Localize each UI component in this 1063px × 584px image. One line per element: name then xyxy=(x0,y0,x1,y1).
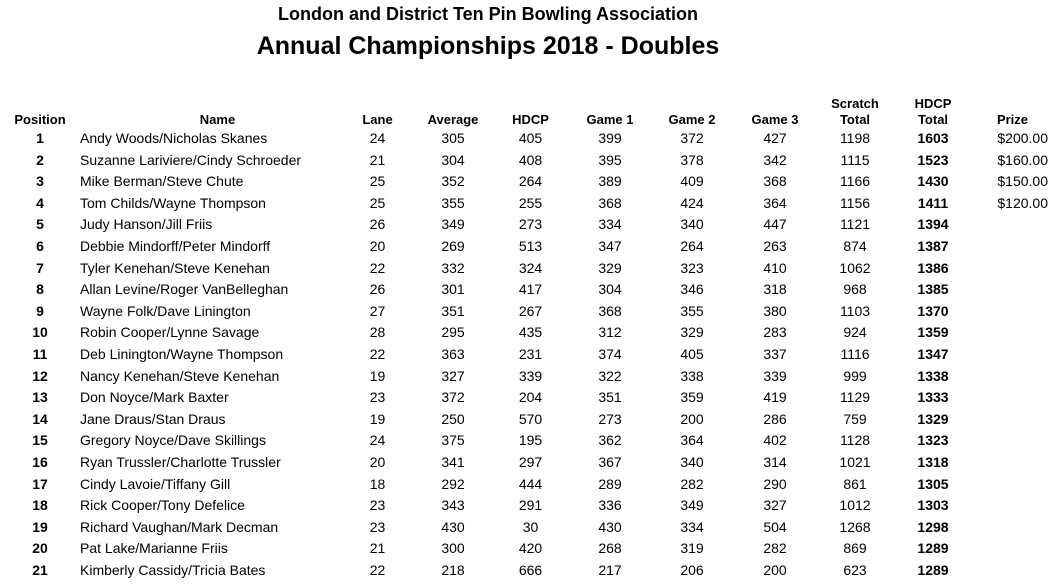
name-cell: Tyler Kenehan/Steve Kenehan xyxy=(80,259,270,276)
name-cell: Wayne Folk/Dave Linington xyxy=(80,302,251,319)
table-row xyxy=(0,322,1063,344)
game2-cell: 340 xyxy=(680,216,704,233)
scratch-total-cell: 1012 xyxy=(839,497,871,514)
game3-cell: 364 xyxy=(763,194,787,211)
column-header-game3: Game 3 xyxy=(751,112,799,127)
column-header-scratch-total-line1: Scratch xyxy=(831,96,879,111)
game3-cell: 283 xyxy=(763,324,787,341)
average-cell: 363 xyxy=(441,345,465,362)
table-row xyxy=(0,258,1063,280)
average-cell: 352 xyxy=(441,173,465,190)
position-cell: 5 xyxy=(36,216,44,233)
column-header-average: Average xyxy=(427,112,479,127)
position-cell: 10 xyxy=(32,324,48,341)
hdcp-cell: 30 xyxy=(522,518,539,535)
hdcp-cell: 339 xyxy=(518,367,543,384)
scratch-total-cell: 924 xyxy=(843,324,867,341)
hdcp-cell: 405 xyxy=(518,130,543,146)
average-cell: 304 xyxy=(441,151,465,168)
game1-cell: 268 xyxy=(598,540,622,557)
game3-cell: 410 xyxy=(763,259,787,276)
position-cell: 21 xyxy=(32,561,48,578)
position-cell: 11 xyxy=(32,345,48,362)
position-cell: 2 xyxy=(36,151,44,168)
hdcp-cell: 204 xyxy=(518,389,543,406)
hdcp-cell: 195 xyxy=(518,432,543,449)
column-header-hdcp-total xyxy=(893,96,973,128)
game2-cell: 264 xyxy=(680,237,704,254)
average-cell: 349 xyxy=(441,216,465,233)
scratch-total-cell: 861 xyxy=(843,475,867,492)
game2-cell: 424 xyxy=(680,194,704,211)
hdcp-cell: 264 xyxy=(518,173,543,190)
position-cell: 13 xyxy=(32,389,48,406)
name-cell: Gregory Noyce/Dave Skillings xyxy=(80,432,266,449)
hdcp-cell: 435 xyxy=(518,324,543,341)
lane-cell: 23 xyxy=(369,389,386,406)
game3-cell: 318 xyxy=(763,281,787,298)
game1-cell: 399 xyxy=(598,130,622,146)
prize-cell: $120.00 xyxy=(997,194,1048,211)
hdcp-total-cell: 1386 xyxy=(917,259,949,276)
hdcp-total-cell: 1305 xyxy=(917,475,949,492)
column-header-scratch-total-line2: Total xyxy=(839,112,871,127)
scratch-total-cell: 1115 xyxy=(840,151,870,168)
lane-cell: 20 xyxy=(369,237,386,254)
hdcp-total-cell: 1603 xyxy=(917,130,949,146)
game2-cell: 340 xyxy=(680,453,704,470)
scratch-total-cell: 1268 xyxy=(839,518,871,535)
position-cell: 14 xyxy=(32,410,48,427)
scratch-total-cell: 1166 xyxy=(839,173,871,190)
name-cell: Nancy Kenehan/Steve Kenehan xyxy=(80,367,280,384)
hdcp-total-cell: 1318 xyxy=(917,453,949,470)
game1-cell: 329 xyxy=(598,259,622,276)
scratch-total-cell: 1103 xyxy=(839,302,871,319)
table-row xyxy=(0,150,1063,172)
position-cell: 9 xyxy=(36,302,44,319)
table-row xyxy=(0,495,1063,517)
game1-cell: 374 xyxy=(598,345,622,362)
name-cell: Mike Berman/Steve Chute xyxy=(80,173,244,190)
table-row xyxy=(0,193,1063,215)
hdcp-total-cell: 1411 xyxy=(917,194,949,211)
table-row xyxy=(0,171,1063,193)
game1-cell: 351 xyxy=(598,389,622,406)
hdcp-total-cell: 1338 xyxy=(917,367,949,384)
average-cell: 341 xyxy=(441,453,465,470)
column-header-hdcp-total-line2: Total xyxy=(917,112,949,127)
game1-cell: 368 xyxy=(598,302,622,319)
game3-cell: 263 xyxy=(763,237,787,254)
lane-cell: 22 xyxy=(369,345,386,362)
column-header-position: Position xyxy=(14,112,66,127)
game3-cell: 427 xyxy=(763,130,787,146)
game2-cell: 319 xyxy=(680,540,704,557)
scratch-total-cell: 623 xyxy=(843,561,867,578)
position-cell: 1 xyxy=(36,130,44,146)
game2-cell: 323 xyxy=(680,259,704,276)
position-cell: 15 xyxy=(32,432,48,449)
game2-cell: 346 xyxy=(680,281,704,298)
game3-cell: 200 xyxy=(763,561,787,578)
game3-cell: 447 xyxy=(763,216,787,233)
lane-cell: 22 xyxy=(369,259,386,276)
game2-cell: 200 xyxy=(680,410,704,427)
lane-cell: 26 xyxy=(369,281,386,298)
prize-cell: $200.00 xyxy=(997,130,1048,146)
game3-cell: 282 xyxy=(763,540,787,557)
game2-cell: 329 xyxy=(680,324,704,341)
lane-cell: 23 xyxy=(369,518,386,535)
name-cell: Deb Linington/Wayne Thompson xyxy=(80,345,284,362)
scratch-total-cell: 968 xyxy=(843,281,867,298)
hdcp-total-cell: 1523 xyxy=(917,151,949,168)
column-header-hdcp: HDCP xyxy=(512,112,549,127)
game1-cell: 336 xyxy=(598,497,622,514)
page-title: Annual Championships 2018 - Doubles xyxy=(256,32,720,60)
table-row xyxy=(0,517,1063,539)
game1-cell: 217 xyxy=(598,561,622,578)
lane-cell: 24 xyxy=(369,130,386,146)
average-cell: 351 xyxy=(441,302,465,319)
average-cell: 375 xyxy=(441,432,465,449)
average-cell: 430 xyxy=(441,518,465,535)
lane-cell: 23 xyxy=(369,497,386,514)
name-cell: Judy Hanson/Jill Friis xyxy=(80,216,213,233)
game3-cell: 419 xyxy=(763,389,787,406)
game1-cell: 334 xyxy=(598,216,622,233)
game1-cell: 322 xyxy=(598,367,622,384)
hdcp-cell: 255 xyxy=(518,194,543,211)
scratch-total-cell: 1198 xyxy=(839,130,871,146)
name-cell: Robin Cooper/Lynne Savage xyxy=(80,324,260,341)
average-cell: 292 xyxy=(441,475,465,492)
table-row xyxy=(0,387,1063,409)
average-cell: 372 xyxy=(441,389,465,406)
game1-cell: 289 xyxy=(598,475,622,492)
name-cell: Suzanne Lariviere/Cindy Schroeder xyxy=(80,151,302,168)
scratch-total-cell: 1129 xyxy=(839,389,871,406)
name-cell: Richard Vaughan/Mark Decman xyxy=(80,518,279,535)
hdcp-cell: 570 xyxy=(518,410,543,427)
lane-cell: 25 xyxy=(369,173,386,190)
lane-cell: 19 xyxy=(369,367,386,384)
hdcp-total-cell: 1323 xyxy=(917,432,949,449)
table-row xyxy=(0,236,1063,258)
position-cell: 20 xyxy=(32,540,48,557)
game1-cell: 368 xyxy=(598,194,622,211)
hdcp-cell: 444 xyxy=(518,475,543,492)
position-cell: 4 xyxy=(36,194,44,211)
name-cell: Don Noyce/Mark Baxter xyxy=(80,389,229,406)
game3-cell: 339 xyxy=(763,367,787,384)
game3-cell: 327 xyxy=(763,497,787,514)
game1-cell: 273 xyxy=(598,410,622,427)
lane-cell: 20 xyxy=(369,453,386,470)
name-cell: Jane Draus/Stan Draus xyxy=(80,410,226,427)
organization-title: London and District Ten Pin Bowling Association xyxy=(277,4,698,24)
scratch-total-cell: 759 xyxy=(843,410,867,427)
game3-cell: 504 xyxy=(763,518,787,535)
table-row xyxy=(0,474,1063,496)
game3-cell: 286 xyxy=(763,410,787,427)
lane-cell: 27 xyxy=(369,302,386,319)
average-cell: 355 xyxy=(441,194,465,211)
game2-cell: 338 xyxy=(680,367,704,384)
position-cell: 3 xyxy=(36,173,44,190)
hdcp-total-cell: 1430 xyxy=(917,173,949,190)
table-row xyxy=(0,128,1063,150)
average-cell: 332 xyxy=(441,259,465,276)
game2-cell: 349 xyxy=(680,497,704,514)
position-cell: 17 xyxy=(32,475,48,492)
game2-cell: 405 xyxy=(680,345,704,362)
average-cell: 301 xyxy=(441,281,465,298)
scratch-total-cell: 1021 xyxy=(839,453,871,470)
position-cell: 16 xyxy=(32,453,48,470)
hdcp-cell: 273 xyxy=(518,216,543,233)
hdcp-total-cell: 1298 xyxy=(917,518,949,535)
hdcp-total-cell: 1347 xyxy=(917,345,949,362)
name-cell: Andy Woods/Nicholas Skanes xyxy=(80,130,268,146)
column-header-hdcp-total-line1: HDCP xyxy=(914,96,952,111)
hdcp-cell: 666 xyxy=(518,561,543,578)
game1-cell: 362 xyxy=(598,432,622,449)
scratch-total-cell: 1156 xyxy=(839,194,871,211)
hdcp-total-cell: 1370 xyxy=(917,302,949,319)
average-cell: 300 xyxy=(441,540,465,557)
scratch-total-cell: 1116 xyxy=(840,345,870,362)
scratch-total-cell: 869 xyxy=(843,540,867,557)
game1-cell: 395 xyxy=(598,151,622,168)
table-row xyxy=(0,538,1063,560)
game2-cell: 206 xyxy=(680,561,704,578)
game3-cell: 368 xyxy=(763,173,787,190)
table-row xyxy=(0,214,1063,236)
hdcp-total-cell: 1289 xyxy=(917,540,949,557)
position-cell: 19 xyxy=(32,518,48,535)
name-cell: Allan Levine/Roger VanBelleghan xyxy=(80,281,289,298)
position-cell: 8 xyxy=(36,281,44,298)
average-cell: 327 xyxy=(441,367,465,384)
game2-cell: 378 xyxy=(680,151,704,168)
table-row xyxy=(0,344,1063,366)
name-cell: Cindy Lavoie/Tiffany Gill xyxy=(80,475,231,492)
average-cell: 305 xyxy=(441,130,465,146)
lane-cell: 22 xyxy=(369,561,386,578)
column-header-game2: Game 2 xyxy=(668,112,716,127)
hdcp-cell: 297 xyxy=(518,453,543,470)
hdcp-total-cell: 1303 xyxy=(917,497,949,514)
lane-cell: 26 xyxy=(369,216,386,233)
game2-cell: 359 xyxy=(680,389,704,406)
average-cell: 295 xyxy=(441,324,465,341)
game2-cell: 364 xyxy=(680,432,704,449)
hdcp-total-cell: 1385 xyxy=(917,281,949,298)
name-cell: Ryan Trussler/Charlotte Trussler xyxy=(80,453,281,470)
column-header-scratch-total xyxy=(815,96,895,128)
game1-cell: 312 xyxy=(598,324,622,341)
hdcp-cell: 231 xyxy=(518,345,543,362)
column-header-game1: Game 1 xyxy=(586,112,634,127)
lane-cell: 28 xyxy=(369,324,386,341)
game1-cell: 367 xyxy=(598,453,622,470)
average-cell: 269 xyxy=(441,237,465,254)
scratch-total-cell: 999 xyxy=(843,367,867,384)
column-header-name: Name xyxy=(199,112,236,127)
results-table xyxy=(0,86,1063,581)
hdcp-cell: 513 xyxy=(518,237,543,254)
hdcp-total-cell: 1289 xyxy=(917,561,949,578)
game1-cell: 304 xyxy=(598,281,622,298)
hdcp-cell: 291 xyxy=(518,497,543,514)
scratch-total-cell: 1128 xyxy=(839,432,871,449)
hdcp-total-cell: 1333 xyxy=(917,389,949,406)
game3-cell: 402 xyxy=(763,432,787,449)
game2-cell: 355 xyxy=(680,302,704,319)
table-row xyxy=(0,452,1063,474)
average-cell: 218 xyxy=(441,561,465,578)
game3-cell: 380 xyxy=(763,302,787,319)
column-header-lane: Lane xyxy=(362,112,393,127)
name-cell: Tom Childs/Wayne Thompson xyxy=(80,194,266,211)
table-body xyxy=(0,128,1063,581)
position-cell: 18 xyxy=(32,497,48,514)
game2-cell: 409 xyxy=(680,173,704,190)
hdcp-cell: 420 xyxy=(518,540,543,557)
game3-cell: 337 xyxy=(763,345,787,362)
lane-cell: 21 xyxy=(369,151,386,168)
prize-cell: $160.00 xyxy=(997,151,1048,168)
name-cell: Kimberly Cassidy/Tricia Bates xyxy=(80,561,266,578)
lane-cell: 19 xyxy=(369,410,386,427)
lane-cell: 24 xyxy=(369,432,386,449)
game2-cell: 372 xyxy=(680,130,704,146)
lane-cell: 18 xyxy=(369,475,386,492)
hdcp-total-cell: 1394 xyxy=(917,216,949,233)
position-cell: 6 xyxy=(36,237,44,254)
lane-cell: 25 xyxy=(369,194,386,211)
name-cell: Debbie Mindorff/Peter Mindorff xyxy=(80,237,271,254)
table-row xyxy=(0,366,1063,388)
scratch-total-cell: 1121 xyxy=(839,216,871,233)
hdcp-total-cell: 1359 xyxy=(917,324,949,341)
game1-cell: 347 xyxy=(598,237,622,254)
game1-cell: 389 xyxy=(598,173,622,190)
game3-cell: 290 xyxy=(763,475,787,492)
table-row xyxy=(0,409,1063,431)
hdcp-total-cell: 1329 xyxy=(917,410,949,427)
game2-cell: 334 xyxy=(680,518,704,535)
scratch-total-cell: 1062 xyxy=(839,259,871,276)
table-row xyxy=(0,430,1063,452)
position-cell: 7 xyxy=(36,259,44,276)
column-header-prize: Prize xyxy=(996,112,1029,127)
position-cell: 12 xyxy=(32,367,48,384)
hdcp-cell: 408 xyxy=(518,151,543,168)
hdcp-cell: 267 xyxy=(518,302,543,319)
table-row xyxy=(0,301,1063,323)
average-cell: 343 xyxy=(441,497,465,514)
table-header xyxy=(0,86,1063,128)
prize-cell: $150.00 xyxy=(997,173,1048,190)
name-cell: Pat Lake/Marianne Friis xyxy=(80,540,228,557)
table-row xyxy=(0,279,1063,301)
lane-cell: 21 xyxy=(369,540,386,557)
game3-cell: 314 xyxy=(763,453,787,470)
game1-cell: 430 xyxy=(598,518,622,535)
game3-cell: 342 xyxy=(763,151,787,168)
hdcp-cell: 324 xyxy=(518,259,543,276)
scratch-total-cell: 874 xyxy=(843,237,867,254)
game2-cell: 282 xyxy=(680,475,704,492)
hdcp-total-cell: 1387 xyxy=(917,237,949,254)
average-cell: 250 xyxy=(441,410,465,427)
table-row xyxy=(0,560,1063,582)
hdcp-cell: 417 xyxy=(518,281,543,298)
name-cell: Rick Cooper/Tony Defelice xyxy=(80,497,245,514)
